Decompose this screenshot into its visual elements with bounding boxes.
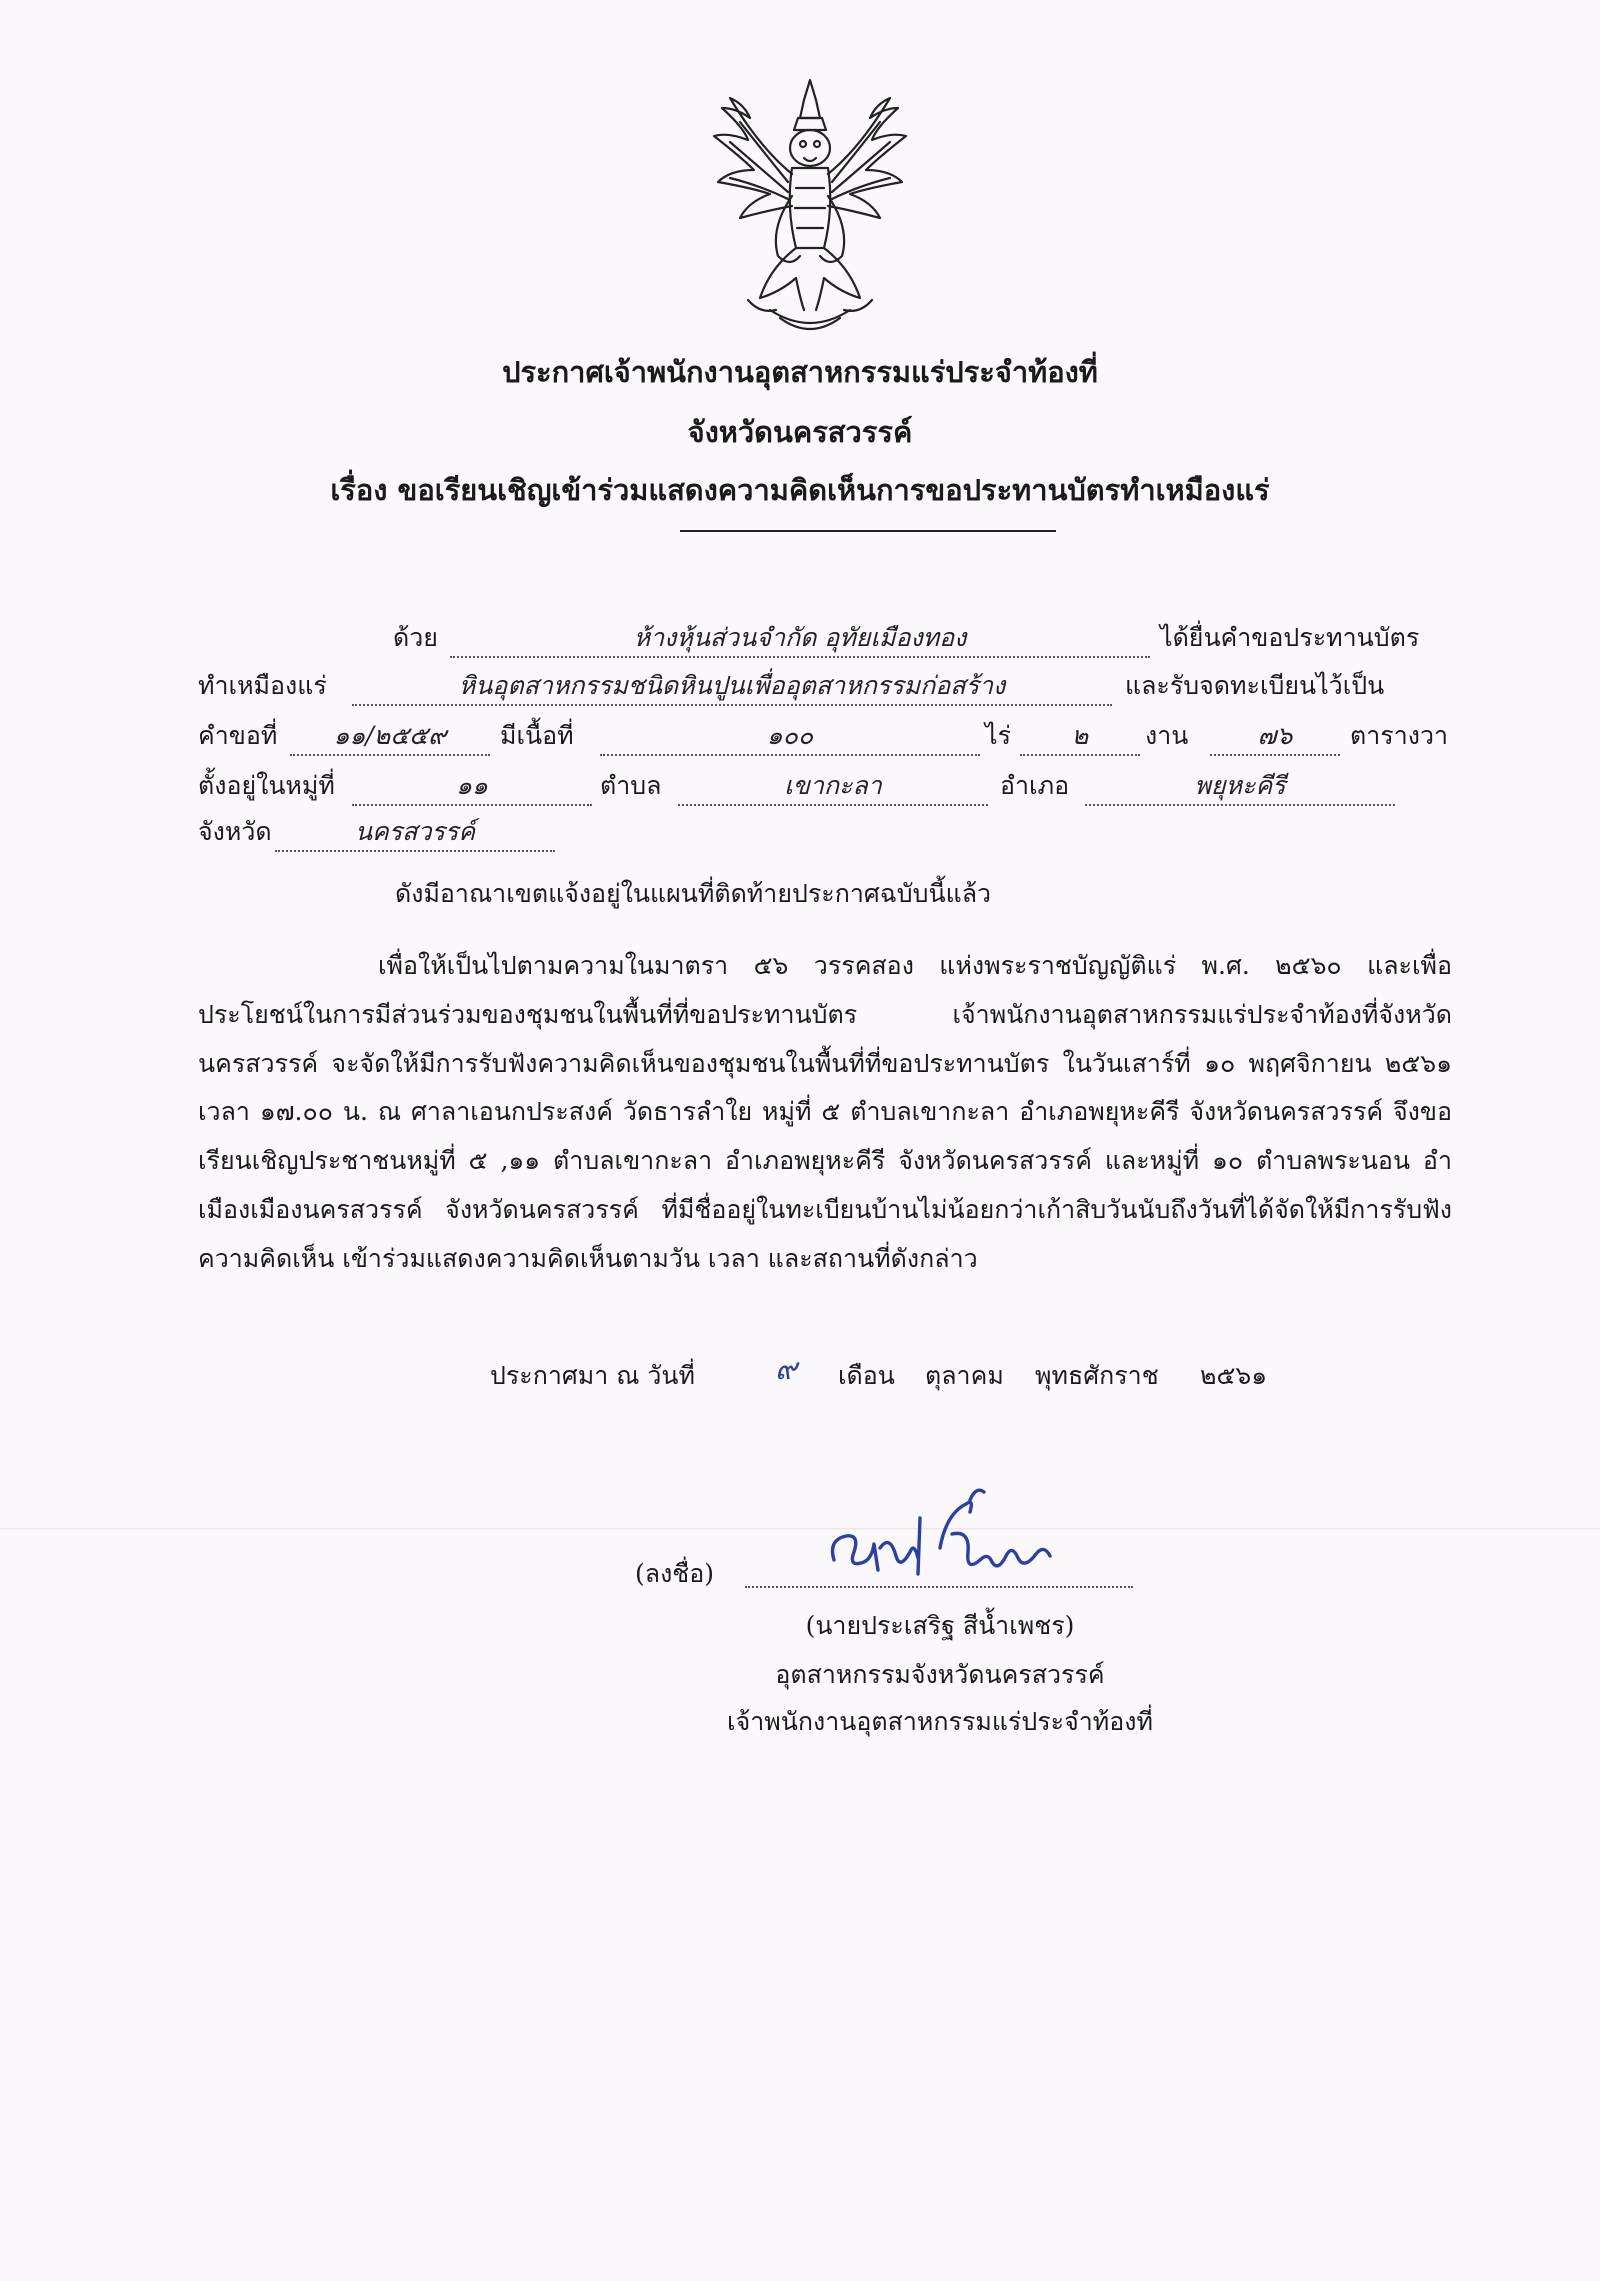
- mine-label: ทำเหมืองแร่: [198, 671, 327, 700]
- by-label: ด้วย: [393, 623, 438, 652]
- village-label: ตั้งอยู่ในหมู่ที่: [198, 771, 335, 800]
- area-label: มีเนื้อที่: [500, 721, 574, 750]
- wa-field: ๗๖: [1210, 718, 1340, 756]
- wa-label: ตารางวา: [1350, 721, 1449, 750]
- title-subject: เรื่อง ขอเรียนเชิญเข้าร่วมแสดงความคิดเห็นการขอประทานบัตรทำเหมืองแร่: [330, 473, 1270, 507]
- paper-fold-line: [0, 1528, 1600, 1530]
- paragraph-map-note: ดังมีอาณาเขตแจ้งอยู่ในแผนที่ติดท้ายประกาศฉบับนี้แล้ว: [395, 879, 992, 908]
- ngan-label: งาน: [1145, 721, 1189, 750]
- ngan-field: ๒: [1020, 718, 1140, 756]
- sign-label: (ลงชื่อ): [635, 1559, 715, 1588]
- mineral-field: หินอุตสาหกรรมชนิดหินปูนเพื่ออุตสาหกรรมก่อสร้าง: [352, 668, 1112, 706]
- announce-year: ๒๕๖๑: [1200, 1361, 1268, 1390]
- registered-text: และรับจดทะเบียนไว้เป็น: [1125, 671, 1385, 700]
- rai-label: ไร่: [985, 721, 1012, 750]
- signer-name: (นายประเสริฐ สีน้ำเพชร): [805, 1611, 1075, 1640]
- announce-month: ตุลาคม: [925, 1361, 1004, 1390]
- district-field: พยุหะคีรี: [1085, 768, 1395, 806]
- garuda-emblem-icon: [700, 78, 920, 340]
- month-label: เดือน: [838, 1361, 895, 1390]
- signer-position-1: อุตสาหกรรมจังหวัดนครสวรรค์: [775, 1660, 1105, 1689]
- district-label: อำเภอ: [1000, 771, 1070, 800]
- request-label: คำขอที่: [198, 721, 278, 750]
- title-divider: [680, 530, 1056, 532]
- province-label: จังหวัด: [198, 817, 272, 846]
- title-line-1: ประกาศเจ้าพนักงานอุตสาหกรรมแร่ประจำท้องที่: [502, 355, 1098, 389]
- province-field: นครสวรรค์: [275, 814, 555, 852]
- village-field: ๑๑: [352, 768, 592, 806]
- subdistrict-label: ตำบล: [600, 771, 662, 800]
- announce-day: ๙: [775, 1352, 797, 1387]
- signer-position-2: เจ้าพนักงานอุตสาหกรรมแร่ประจำท้องที่: [727, 1707, 1153, 1736]
- paragraph-main-text: เพื่อให้เป็นไปตามความในมาตรา ๕๖ วรรคสอง แห่งพระราชบัญญัติแร่ พ.ศ. ๒๕๖๐ และเพื่อประโยชน์ในการมีส่วนร่วมของชุมชนในพื้นที่ที่ขอประทานบัตร เจ้าพนักงานอุตสาหกรรมแร่ประจำท้องที่จังหวัดนครสวรรค์ จะจัดให้มีการรับฟังความคิดเห็นของชุมชนในพื้นที่ที่ขอประทานบัตร ในวันเสาร์ที่ ๑๐ พฤศจิกายน ๒๕๖๑ เวลา ๑๗.๐๐ น. ณ ศาลาเอนกประสงค์ วัดธารลำใย หมู่ที่ ๕ ตำบลเขากะลา อำเภอพยุหะคีรี จังหวัดนครสวรรค์ จึงขอเรียนเชิญประชาชนหมู่ที่ ๕ ,๑๑ ตำบลเขากะลา อำเภอพยุหะคีรี จังหวัดนครสวรรค์ และหมู่ที่ ๑๐ ตำบลพระนอน อำเมืองเมืองนครสวรรค์ จังหวัดนครสวรรค์ ที่มีชื่ออยู่ในทะเบียนบ้านไม่น้อยกว่าเก้าสิบวันนับถึงวันที่ได้จัดให้มีการรับฟังความคิดเห็น เข้าร่วมแสดงความคิดเห็นตามวัน เวลา และสถานที่ดังกล่าว: [198, 951, 1452, 1273]
- year-label: พุทธศักราช: [1035, 1361, 1159, 1390]
- request-no-field: ๑๑/๒๕๕๙: [290, 718, 490, 756]
- submitted-text: ได้ยื่นคำขอประทานบัตร: [1160, 623, 1420, 652]
- applicant-field: ห้างหุ้นส่วนจำกัด อุทัยเมืองทอง: [450, 620, 1150, 658]
- rai-field: ๑๐๐: [600, 718, 980, 756]
- title-line-2: จังหวัดนครสวรรค์: [687, 415, 913, 449]
- subdistrict-field: เขากะลา: [678, 768, 988, 806]
- handwritten-signature: [820, 1478, 1060, 1588]
- announced-label: ประกาศมา ณ วันที่: [490, 1361, 695, 1390]
- paragraph-main: [198, 942, 1452, 1284]
